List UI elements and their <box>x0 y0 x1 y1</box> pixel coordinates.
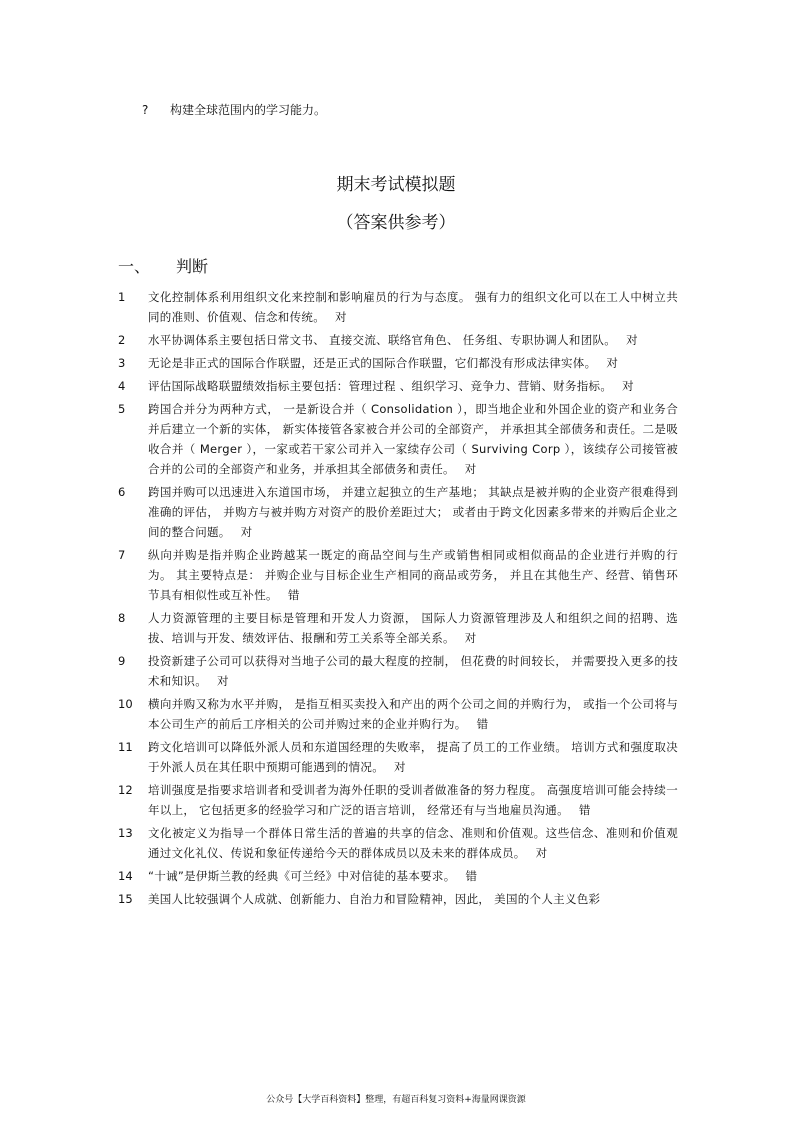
question-answer: 对 <box>606 356 619 370</box>
question-number: 8 <box>118 611 126 625</box>
question-answer: 对 <box>240 525 253 539</box>
question-answer: 对 <box>622 379 634 393</box>
question-item <box>118 482 678 542</box>
question-text-block <box>148 823 678 863</box>
question-text: 投资新建子公司可以获得对当地子公司的最大程度的控制， 但花费的时间较长， 并需要投入更多的技术和知识。 <box>148 654 678 688</box>
page-title: 期末考试模拟题 <box>336 175 456 195</box>
question-text: 无论是非正式的国际合作联盟，还是正式的国际合作联盟，它们都没有形成法律实体。 <box>148 356 597 370</box>
section-number: 一、 <box>118 257 151 276</box>
question-text: 人力资源管理的主要目标是管理和开发人力资源， 国际人力资源管理涉及人和组织之间的招聘、选拔、培训与开发、绩效评估、报酬和劳工关系等全部关系。 <box>148 611 678 645</box>
question-item <box>118 353 678 373</box>
question-text-block <box>148 694 678 734</box>
question-number: 7 <box>118 548 126 562</box>
question-text: 水平协调体系主要包括日常文书、 直接交流、联络官角色、 任务组、专职协调人和团队。 <box>148 333 617 347</box>
question-number: 1 <box>118 290 126 304</box>
section-heading <box>118 256 208 278</box>
footer-note: 公众号【大学百科资料】整理，有超百科复习资料+海量网课资源 <box>266 1095 526 1105</box>
question-item <box>118 608 678 648</box>
question-item <box>118 780 678 820</box>
question-number: 14 <box>118 869 133 883</box>
section-title: 判断 <box>176 257 209 276</box>
question-text-block <box>148 737 678 777</box>
question-text-block <box>148 330 678 350</box>
question-number: 13 <box>118 826 133 840</box>
bullet-item <box>142 101 326 119</box>
question-number: 12 <box>118 783 133 797</box>
question-text: 跨国合并分为两种方式， 一是新设合并（ Consolidation ），即当地企业和外国企业的资产和业务合并后建立一个新的实体， 新实体接管各家被合并公司的全部资产， 并承担其全部债务和责任。二是吸收合并（ Merger ），一家或若干家公司并入一家续存公司（ Surviving Corp ），该续存公司接管被合并的公司的全部资产和业务，并承担其全部债务和责任。 <box>148 402 678 476</box>
question-number: 9 <box>118 654 126 668</box>
question-number: 11 <box>118 740 133 754</box>
question-answer: 对 <box>535 846 548 860</box>
question-text-block <box>148 866 678 886</box>
question-answer: 错 <box>578 803 591 817</box>
question-answer: 对 <box>464 631 477 645</box>
question-list <box>118 287 678 912</box>
question-number: 3 <box>118 356 126 370</box>
question-text: “十诫”是伊斯兰教的经典《可兰经》中对信徒的基本要求。 <box>148 869 456 883</box>
question-text-block <box>148 608 678 648</box>
question-text: 文化被定义为指导一个群体日常生活的普遍的共享的信念、准则和价值观。这些信念、准则和价值观通过文化礼仪、传说和象征传递给今天的群体成员以及未来的群体成员。 <box>148 826 678 860</box>
question-number: 6 <box>118 485 126 499</box>
question-answer: 错 <box>465 869 478 883</box>
question-item <box>118 651 678 691</box>
question-number: 2 <box>118 333 126 347</box>
question-text: 跨文化培训可以降低外派人员和东道国经理的失败率， 提高了员工的工作业绩。 培训方式和强度取决于外派人员在其任职中预期可能遇到的情况。 <box>148 740 678 774</box>
question-answer: 对 <box>626 333 638 347</box>
question-answer: 错 <box>476 717 489 731</box>
question-text: 美国人比较强调个人成就、创新能力、自治力和冒险精神，因此， 美国的个人主义色彩 <box>148 892 601 906</box>
question-text-block <box>148 889 678 909</box>
question-item <box>118 287 678 327</box>
question-text-block <box>148 353 678 373</box>
question-text: 横向并购又称为水平并购， 是指互相买卖投入和产出的两个公司之间的并购行为， 或指一个公司将与本公司生产的前后工序相关的公司并购过来的企业并购行为。 <box>148 697 678 731</box>
question-number: 5 <box>118 402 126 416</box>
question-item <box>118 889 678 909</box>
question-text: 评估国际战略联盟绩效指标主要包括：管理过程 、组织学习、竞争力、营销、财务指标。 <box>148 379 613 393</box>
question-answer: 错 <box>287 588 300 602</box>
question-text-block <box>148 545 678 605</box>
question-number: 15 <box>118 892 133 906</box>
question-text-block <box>148 482 678 542</box>
page-subtitle: （答案供参考） <box>336 213 456 233</box>
question-item <box>118 737 678 777</box>
question-item <box>118 823 678 863</box>
question-number: 4 <box>118 379 126 393</box>
bullet-mark: ? <box>142 103 149 117</box>
question-text-block <box>148 780 678 820</box>
question-item <box>118 545 678 605</box>
question-number: 10 <box>118 697 133 711</box>
question-answer: 对 <box>394 760 406 774</box>
question-item <box>118 399 678 479</box>
question-item <box>118 376 678 396</box>
question-answer: 对 <box>217 674 229 688</box>
question-item <box>118 866 678 886</box>
bullet-text: 构建全球范围内的学习能力。 <box>170 103 327 117</box>
question-text-block <box>148 376 678 396</box>
question-text-block <box>148 651 678 691</box>
question-item <box>118 330 678 350</box>
question-text: 文化控制体系利用组织文化来控制和影响雇员的行为与态度。 强有力的组织文化可以在工人中树立共同的准则、价值观、信念和传统。 <box>148 290 678 324</box>
question-text: 培训强度是指要求培训者和受训者为海外任职的受训者做准备的努力程度。 高强度培训可能会持续一年以上， 它包括更多的经验学习和广泛的语言培训， 经常还有与当地雇员沟通。 <box>148 783 678 817</box>
question-text: 跨国并购可以迅速进入东道国市场， 并建立起独立的生产基地； 其缺点是被并购的企业资产很难得到准确的评估， 并购方与被并购方对资产的股价差距过大； 或者由于跨文化因素多带来的并购后企业之间的整合问题。 <box>148 485 678 539</box>
question-answer: 对 <box>464 462 477 476</box>
question-answer: 对 <box>335 310 347 324</box>
question-text-block <box>148 287 678 327</box>
question-text-block <box>148 399 678 479</box>
question-text: 纵向并购是指并购企业跨越某一既定的商品空间与生产或销售相同或相似商品的企业进行并购的行为。 其主要特点是： 并购企业与目标企业生产相同的商品或劳务， 并且在其他生产、经营、销售环节具有相似性或互补性。 <box>148 548 678 602</box>
question-item <box>118 694 678 734</box>
